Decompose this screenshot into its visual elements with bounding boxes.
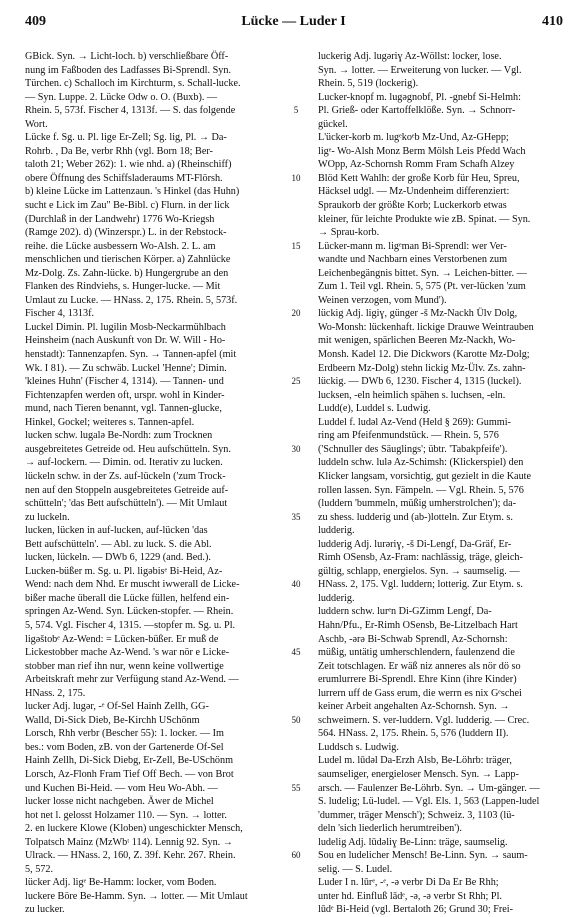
text-line: Luddsch s. Ludwig. <box>318 741 399 753</box>
text-line: (Ramge 202). d) (Winzerspr.) L. in der Rebstock- <box>25 227 227 239</box>
text-line: 5, 574. Vgl. Fischer 4, 1315. —stopfer m. Sg. u. Pl. <box>25 619 236 631</box>
text-line: nen auf den Stoppeln ausgebreitetes Getreide auf- <box>25 484 229 496</box>
left-column <box>25 50 274 916</box>
text-line: Bett aufschütteln'. — Abl. zu luck. S. die Abl. <box>25 538 212 550</box>
text-line: unter hd. Einfluß lādᵉ, -ə, -ə verbr St Rhh; Pl. <box>318 890 502 902</box>
text-line: Häcksel udgl. — Mz-Undenheim differenziert: <box>318 186 510 198</box>
text-line: Flanken des Rindviehs, s. Hunger-lucke. — Mit <box>25 281 221 293</box>
text-line: henstadt): Tannenzapfen. Syn. → Tannen-apfel (mit <box>25 349 237 361</box>
line-number-gutter <box>282 50 310 900</box>
text-line: zu shess. ludderig und (ab-)lotteln. Zur Etym. s. <box>318 511 513 523</box>
text-line: Türchen. c) Schalloch im Kirchturm, s. Schall-lucke. <box>25 78 241 90</box>
text-line: Pl. Grieß- oder Kartoffelklöße. Syn. → Schnorr- <box>318 105 516 117</box>
text-line: L'ücker-korb m. lugᵉkoᵉb Mz-Und, Az-GHepp; <box>318 132 509 144</box>
text-line: Klicker langsam, vorsichtig, gut gezielt in die Kaute <box>318 470 532 482</box>
text-line: Wk. I 81). — Zu schwäb. Luckel 'Henne'; Dimin. <box>25 362 227 374</box>
text-line: Wort. <box>25 118 48 130</box>
text-line: lückeln schw. in der Zs. auf-lückeln ('zum Trock- <box>25 470 226 482</box>
text-line: Leichenbegängnis bittet. Syn. → Leichen-bitter. — <box>318 267 527 279</box>
text-line: ausgebreitetes Getreide od. Heu aufschütteln. Syn. <box>25 443 231 455</box>
text-line: kleiner, für leichte Produkte wie zB. Spinat. — Syn. <box>318 213 531 225</box>
text-line: WOpp, Az-Schornsh Romm Fram Schafh Alzey <box>318 159 515 171</box>
text-line: mund, nach Tieren benannt, vgl. Tannen-glucke, <box>25 403 222 415</box>
text-line: luckerig Adj. lugəriɣ Az-Wöllst: locker, lose. <box>318 51 502 62</box>
text-line: (Durchlaß in der Landwehr) 1776 Wo-Kriegsh <box>25 213 215 225</box>
text-line: Rhein. 5, 519 (lockerig). <box>318 78 419 90</box>
text-line: reihe. die Lücke ausbessern Wo-Alsh. 2. L. am <box>25 240 216 252</box>
text-line: lucken schw. lugalə Be-Nordh: zum Trocknen <box>25 430 213 442</box>
text-line: → Sprau-korb. <box>318 227 380 239</box>
text-line: Ludd(e), Luddel s. Ludwig. <box>318 403 431 415</box>
text-line: ligᵉ- Wo-Alsh Monz Berm Mölsh Leis Pfedd Wach <box>318 145 526 157</box>
text-line: Lickestobber mache Az-Wend. 's war nör e Licke- <box>25 647 230 659</box>
text-line: b) kleine Lücke im Lattenzaun. 's Hinkel (das Huhn) <box>25 186 240 198</box>
text-line: Spraukorb der größte Korb; Luckerkorb etwas <box>318 200 507 212</box>
text-line: Lorsch, Az-Flonh Fram Tief Off Bech. — von Brot <box>25 768 234 780</box>
text-line: — Syn. Luppe. 2. Lücke Odw o. O. (Buxb). — <box>25 91 218 103</box>
text-line: zu luckeln. <box>25 511 70 523</box>
text-line: gültig, schlapp, energielos. Syn. → saumselig. — <box>318 565 520 577</box>
text-line: taloth 21; Weber 262): 1. wie nhd. a) (Rheinschiff) <box>25 159 232 171</box>
text-line: und Kuchen Bi-Heid. — vom Heu Wo-Abh. — <box>25 782 218 794</box>
text-line: deln 'sich liederlich herumtreiben'). <box>318 823 462 835</box>
text-line: Hinkel, Gockel; weiteres s. Tannen-apfel. <box>25 416 195 428</box>
text-line: Blöd Kett Wahlh: der große Korb für Heu, Spreu, <box>318 172 520 184</box>
text-line: luckere Böre Be-Hamm. Syn. → lotter. — Mit Umlaut <box>25 890 248 902</box>
line-number: 30 <box>291 443 301 454</box>
text-line: Lorsch, Rhh verbr (Bescher 55): 1. locker. — Im <box>25 728 224 740</box>
right-column <box>318 50 564 916</box>
text-line: Luddel f. ludəl Az-Vend (Held § 269): Gummi- <box>318 416 511 428</box>
text-line: Aschb, -ərə Bi-Schwab Sprendl, Az-Schornsh: <box>318 633 508 645</box>
line-number: 35 <box>291 511 301 522</box>
text-line: ludelig Adj. lūdəliɣ Be-Linn: träge, saumselig. <box>318 836 508 848</box>
text-line: sucht e Lick im Zau" Be-Bibl. c) Flurn. in der lick <box>25 200 230 212</box>
text-line: lurrern uff de Gass erum, die werrn es nix Gᵉschei <box>318 687 522 699</box>
text-line: 2. en luckere Klowe (Kloben) ungeschickter Mensch, <box>25 823 243 835</box>
line-number: 45 <box>291 647 301 658</box>
text-line: luddeln schw. lulə Az-Schimsh: (Klickerspiel) den <box>318 457 524 469</box>
text-line: saumseliger, energieloser Mensch. Syn. → Lapp- <box>318 768 519 780</box>
line-number: 50 <box>291 714 301 725</box>
line-number: 5 <box>293 105 299 116</box>
text-line: 'dummer, träger Mensch'); Schweiz. 3, 1103 (lü- <box>318 809 515 821</box>
text-line: ludderig Adj. lurəriɣ, -š Di-Lengf, Da-Gräf, Er- <box>318 538 512 550</box>
text-line: selig. — S. Ludel. <box>318 863 393 875</box>
text-line: Tolpatsch Mainz (MzWbᵗ 114). Lennig 92. Syn. → <box>25 836 233 848</box>
text-line: Arbeitskraft mehr zur Verfügung stand Az-Wend. — <box>25 674 239 686</box>
text-line: luddern schw. lurᵉn Di-GZimm Lengf, Da- <box>318 606 492 618</box>
running-header <box>0 14 587 36</box>
text-line: hot net l. gelosst Holzamer 110. — Syn. → lotter. <box>25 809 227 821</box>
text-line: schütteln'; 'das Bett aufschütteln'). — Mit Umlaut <box>25 498 228 510</box>
text-line: ludderig. <box>318 525 355 537</box>
text-line: HNass. 2, 175. Vgl. luddern; lotterig. Zur Etym. s. <box>318 579 523 591</box>
text-line: Erdbeern Mz-Dolg) stehn lickig Mz-Ülv. Zs. zahn- <box>318 362 526 374</box>
text-line: Wend: nach dem Nhd. Er muscht iwwerall de Licke- <box>25 579 240 591</box>
text-line: Wo-Monsh: lückenhaft. lickige Drauwe Weintrauben <box>318 321 534 333</box>
text-line: Zum 1. Teil vgl. Rhein. 5, 575 (Pt. ver-lücken 'zum <box>318 281 526 293</box>
text-line: Hainh Zellh, Di-Sick Diebg, Er-Zell, Be-USchönm <box>25 755 234 767</box>
text-line: 5, 572. <box>25 863 54 875</box>
text-line: Luckel Dimin. Pl. lugilin Mosb-Neckarmühlbach <box>25 321 226 333</box>
text-line: menschlichen und tierischen Körper. a) Zahnlücke <box>25 254 231 266</box>
text-line: Sou en ludelicher Mensch! Be-Linn. Syn. → saum- <box>318 850 528 862</box>
text-line: lückig. — DWb 6, 1230. Fischer 4, 1315 (luckel). <box>318 376 522 388</box>
text-line: lucker Adj. lugər, -ᵉ Of-Sel Hainh Zellh, GG- <box>25 701 209 713</box>
text-line: Lucker-knopf m. lugəgnobf, Pl. -gnebf Si-Helmh: <box>318 91 521 103</box>
text-line: S. ludelig; Lü-ludel. — Vgl. Els. 1, 563 (Lappen-ludel <box>318 796 540 808</box>
text-line: müßig, untätig umherschlendern, faulenzend die <box>318 647 515 659</box>
text-line: lucker losse nicht nachgeben. Äwer de Michel <box>25 796 214 808</box>
line-number: 20 <box>291 308 301 319</box>
text-line: 564. HNass. 2, 175. Rhein. 5, 576 (luddern II). <box>318 728 509 740</box>
text-line: ligəštobᵉ Az-Wend: = Lücken-büßer. Er muß de <box>25 633 219 645</box>
text-line: bißer mache überall die Lücke füllen, helfend ein- <box>25 592 230 604</box>
text-line: springen Az-Wend. Syn. Lücken-stopfer. — Rhein. <box>25 606 234 618</box>
text-line: keiner Arbeit angehalten Az-Schornsh. Syn. → <box>318 701 510 713</box>
text-line: → auf-lockern. — Dimin. od. Iterativ zu lucken. <box>25 457 223 469</box>
line-number: 15 <box>291 240 301 251</box>
text-line: Weinen verzogen, vom Mund'). <box>318 294 447 306</box>
line-number: 60 <box>291 850 301 861</box>
text-line: Lucken-büßer m. Sg. u. Pl. ligəbisᵉ Bi-Heid, Az- <box>25 565 223 577</box>
text-line: Rhein. 5, 573f. Fischer 4, 1313f. — S. das folgende <box>25 105 236 117</box>
text-line: Umlaut zu Lucke. — HNass. 2, 175. Rhein. 5, 573f. <box>25 294 238 306</box>
line-number: 55 <box>291 782 301 793</box>
text-line: Syn. → lotter. — Erweiterung von lucker. — Vgl. <box>318 64 522 76</box>
text-line: Lücker-mann m. ligᵉman Bi-Sprendl: wer Ver- <box>318 240 507 252</box>
text-line: Luder I n. lūrᵉ, -ᵉ, -ə verbr Di Da Er Be Rhh; <box>318 877 499 889</box>
text-line: Rohrb. , Da Be, verbr Rhh (vgl. Born 18; Ber- <box>25 145 213 157</box>
text-line: lückig Adj. ligiɣ, günger -š Mz-Nackh Ülv Dolg, <box>318 308 518 320</box>
text-line: Monsh. Kadel 12. Die Dickwors (Karotte Mz-Dolg; <box>318 349 530 361</box>
text-line: erumlurrere Bi-Sprendl. Ehre Kinn (ihre Kinder) <box>318 674 517 686</box>
text-line: mit wenigen, spärlichen Beeren Mz-Nackh, Wo- <box>318 335 516 347</box>
text-line: lucken, lückeln. — DWb 6, 1229 (and. Bed.). <box>25 552 211 564</box>
text-line: Walld, Di-Sick Dieb, Be-Kirchh USchönm <box>25 714 200 726</box>
text-line: ('Schnuller des Säuglings'; übtr. 'Tabakpfeife'). <box>318 443 508 455</box>
line-number: 10 <box>291 172 301 183</box>
text-line: nung im Faßboden des Ladfasses Bi-Sprendl. Syn. <box>25 64 231 76</box>
page-number-right: 410 <box>542 14 563 29</box>
text-line: GBick. Syn. → Licht-loch. b) verschließbare Öff- <box>25 51 229 62</box>
text-line: wandte und Nachbarn eines Verstorbenen zum <box>318 254 508 266</box>
text-line: gückel. <box>318 118 348 130</box>
text-line: HNass. 2, 175. <box>25 687 86 699</box>
text-line: Heinsheim (nach Auskunft von Dr. W. Will - Ho- <box>25 335 226 347</box>
text-line: Hahn/Pfu., Er-Rimh OSensb, Be-Litzelbach Hart <box>318 619 518 631</box>
text-line: (luddern 'bummeln, müßig umherstrolchen'); da- <box>318 498 517 510</box>
line-number: 40 <box>291 579 301 590</box>
text-line: Lücke f. Sg. u. Pl. lige Er-Zell; Sg. lig, Pl. → Da- <box>25 132 227 144</box>
text-line: rollen lassen. Syn. Fämpeln. — Vgl. Rhein. 5, 576 <box>318 484 524 496</box>
text-line: lucken, lücken in auf-lucken, auf-lücken 'das <box>25 525 208 537</box>
text-line: Mz-Dolg. Zs. Zahn-lücke. b) Hungergrube an den <box>25 267 229 279</box>
text-line: lucksen, -eln heimlich spähen s. luchsen, -eln. <box>318 389 506 401</box>
line-number: 25 <box>291 376 301 387</box>
text-line: Fischer 4, 1313f. <box>25 308 95 320</box>
text-line: zu lucker. <box>25 904 65 916</box>
text-line: Ulrack. — HNass. 2, 160, Z. 39f. Kehr. 267. Rhein. <box>25 850 236 862</box>
text-line: schweimern. S. ver-luddern. Vgl. ludderig. — Crec. <box>318 714 530 726</box>
text-line: lücker Adj. ligᵉ Be-Hamm: locker, vom Boden. <box>25 877 217 889</box>
text-line: Fichtenzapfen werden oft, urspr. wohl in Kinder- <box>25 389 225 401</box>
text-line: Ludel m. lūdəl Da-Erzh Alsb, Be-Löhrb: träger, <box>318 755 512 767</box>
text-line: obere Öffnung des Schiffsladeraums MT-Flörsh. <box>25 172 223 184</box>
text-line: Rimh OSensb, Az-Fram: nachlässig, träge, gleich- <box>318 552 523 564</box>
running-title: Lücke — Luder I <box>241 14 346 29</box>
text-line: ludderig. <box>318 592 355 604</box>
text-line: stobber man rief ihn nur, wenn keine vollwertige <box>25 660 224 672</box>
page-number-left: 409 <box>25 14 46 29</box>
text-line: Zeit totschlagen. Er wäß niz anneres als nör dö so <box>318 660 521 672</box>
text-line: bes.: vom Boden, zB. von der Gartenerde Of-Sel <box>25 741 224 753</box>
text-line: ring am Pfeifenmundstück. — Rhein. 5, 576 <box>318 430 499 442</box>
text-line: arsch. — Faulenzer Be-Löhrb. Syn. → Um-gänger. — <box>318 782 540 794</box>
text-line: lūdᵉ Bi-Heid (vgl. Bertaloth 26; Grund 30; Frei- <box>318 904 514 916</box>
text-line: 'kleines Huhn' (Fischer 4, 1314). — Tannen- und <box>25 376 224 388</box>
